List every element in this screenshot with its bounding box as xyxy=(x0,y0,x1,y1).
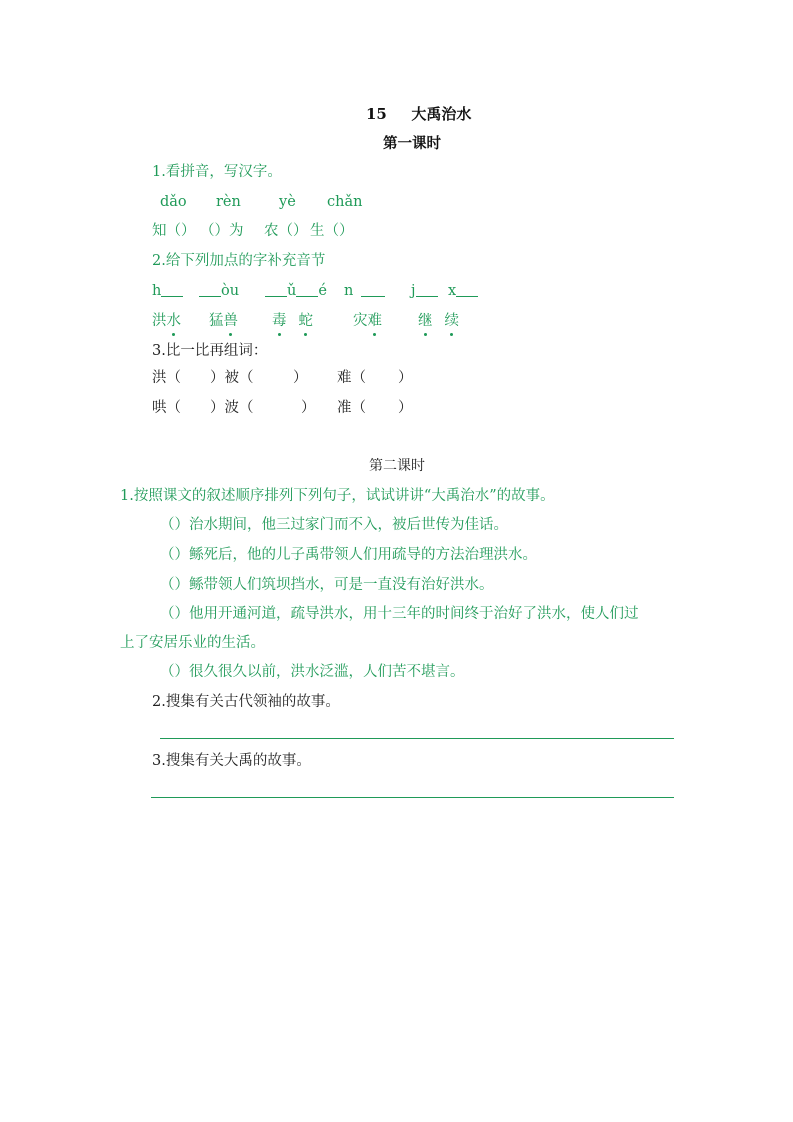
q1-prompt: 1.看拼音，写汉字。 xyxy=(152,164,282,180)
word-1: 知（） xyxy=(152,223,196,239)
compare-1-e: ） xyxy=(398,370,413,386)
sentence-item-3: （）鲧带领人们筑坝挡水，可是一直没有治好洪水。 xyxy=(160,577,494,593)
l2-q2-prompt: 2.搜集有关古代领袖的故事。 xyxy=(152,694,340,710)
compare-1-c: ） xyxy=(293,370,308,386)
sentence-item-4-cont: 上了安居乐业的生活。 xyxy=(120,635,265,651)
sentence-item-5: （）很久很久以前，洪水泛滥，人们苦不堪言。 xyxy=(160,664,465,680)
sentence-item-4: （）他用开通河道，疏导洪水，用十三年的时间终于治好了洪水，使人们过 xyxy=(160,606,639,622)
syllable-3: ǔ é xyxy=(265,281,327,301)
lesson1-heading: 第一课时 xyxy=(383,135,441,152)
compare-2-b: ）波（ xyxy=(210,400,254,416)
dotted-word-1: 洪水 xyxy=(152,313,181,329)
pinyin-3: yè xyxy=(279,194,296,210)
syllable-2: òu xyxy=(199,281,239,301)
lesson2-heading: 第二课时 xyxy=(369,458,425,474)
pinyin-2: rèn xyxy=(216,194,241,210)
lesson-number: 15 xyxy=(366,105,387,123)
lesson-title: 大禹治水 xyxy=(411,105,472,123)
l2-q1-prompt: 1.按照课文的叙述顺序排列下列句子，试试讲讲“大禹治水”的故事。 xyxy=(120,488,555,504)
compare-2-a: 哄（ xyxy=(152,400,181,416)
sentence-item-2: （）鲧死后，他的儿子禹带领人们用疏导的方法治理洪水。 xyxy=(160,547,537,563)
compare-1-a: 洪（ xyxy=(152,370,181,386)
pinyin-1: dǎo xyxy=(160,194,187,210)
syllable-3-blank-b[interactable] xyxy=(296,282,318,297)
compare-1-b: ）被（ xyxy=(210,370,254,386)
dotted-word-4: 灾难 xyxy=(353,313,382,329)
q2-prompt: 2.给下列加点的字补充音节 xyxy=(152,253,326,269)
syllable-5: j xyxy=(411,281,438,301)
syllable-1: h xyxy=(152,281,183,301)
compare-1-d: 难（ xyxy=(337,370,366,386)
dotted-word-3: 毒 蛇 xyxy=(272,313,313,329)
syllable-3-blank-a[interactable] xyxy=(265,282,287,297)
l2-q3-prompt: 3.搜集有关大禹的故事。 xyxy=(152,753,311,769)
q3-prompt: 3.比一比再组词： xyxy=(152,343,268,359)
syllable-5-blank[interactable] xyxy=(416,282,438,297)
page-title xyxy=(366,104,471,124)
l2-q2-answer-line[interactable] xyxy=(160,738,674,739)
compare-2-e: ） xyxy=(398,400,413,416)
sentence-item-1: （）治水期间，他三过家门而不入，被后世传为佳话。 xyxy=(160,517,508,533)
word-4: 生（） xyxy=(310,223,354,239)
syllable-1-blank[interactable] xyxy=(161,282,183,297)
syllable-6: x xyxy=(448,281,478,301)
syllable-4-blank[interactable] xyxy=(361,282,385,297)
dotted-word-2: 猛兽 xyxy=(209,313,238,329)
pinyin-4: chǎn xyxy=(327,194,363,210)
dotted-word-5: 继 续 xyxy=(418,313,459,329)
syllable-2-blank[interactable] xyxy=(199,282,221,297)
compare-2-c: ） xyxy=(301,400,316,416)
l2-q3-answer-line[interactable] xyxy=(151,797,674,798)
compare-2-d: 准（ xyxy=(337,400,366,416)
word-3: 农（） xyxy=(264,223,308,239)
syllable-4: n xyxy=(344,281,385,301)
syllable-6-blank[interactable] xyxy=(456,282,478,297)
word-2: （）为 xyxy=(200,223,244,239)
